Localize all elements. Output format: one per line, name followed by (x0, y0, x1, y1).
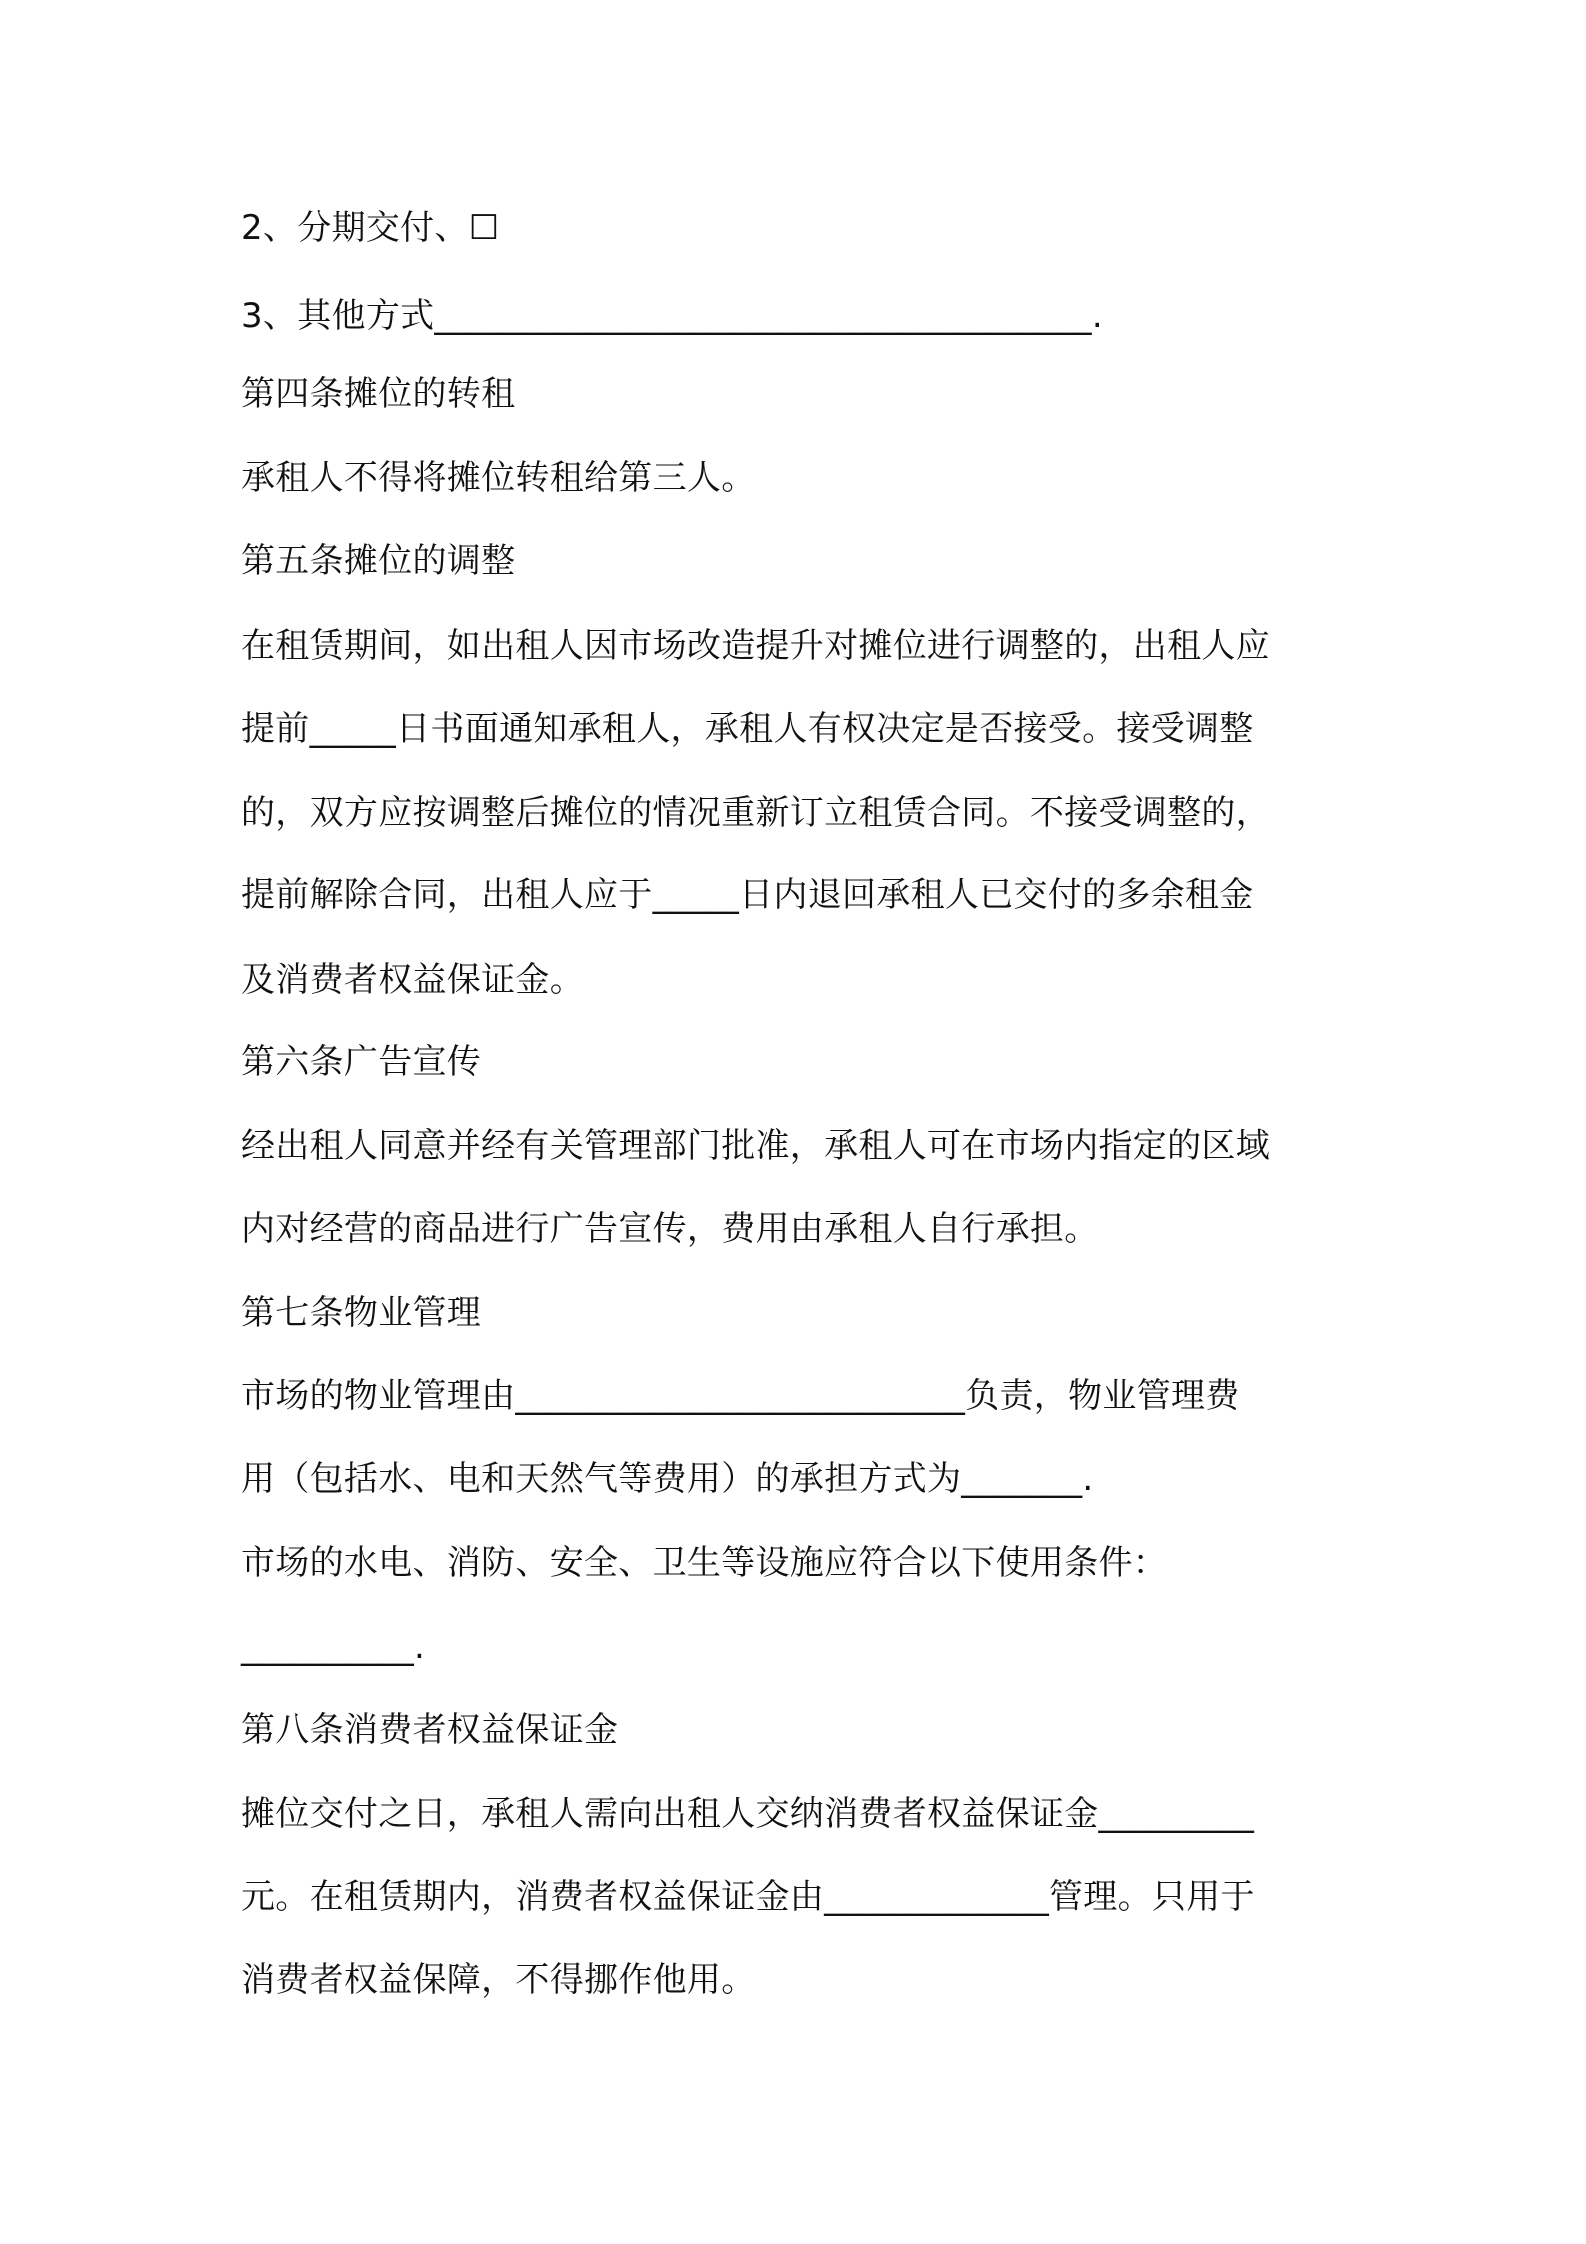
paragraph-line: __________. (241, 1627, 426, 1667)
paragraph-line: 在租赁期间，如出租人因市场改造提升对摊位进行调整的，出租人应 (241, 626, 1270, 666)
heading-article-5: 第五条摊位的调整 (241, 541, 516, 581)
heading-article-6: 第六条广告宣传 (241, 1042, 482, 1082)
paragraph-line: 经出租人同意并经有关管理部门批准，承租人可在市场内指定的区域 (241, 1126, 1270, 1166)
heading-article-7: 第七条物业管理 (241, 1293, 482, 1333)
clause-payment-other: 3、其他方式______________________________________. (241, 296, 1103, 336)
paragraph-line: 元。在租赁期内，消费者权益保证金由_____________管理。只用于 (241, 1877, 1255, 1917)
paragraph-line: 消费者权益保障，不得挪作他用。 (241, 1960, 756, 2000)
heading-article-4: 第四条摊位的转租 (241, 374, 516, 414)
paragraph-line: 摊位交付之日，承租人需向出租人交纳消费者权益保证金_________ (241, 1794, 1255, 1834)
paragraph-line: 的，双方应按调整后摊位的情况重新订立租赁合同。不接受调整的， (241, 793, 1270, 833)
paragraph-line: 市场的物业管理由__________________________负责，物业管理费 (241, 1376, 1240, 1416)
paragraph-line: 承租人不得将摊位转租给第三人。 (241, 458, 756, 498)
paragraph-line: 提前解除合同，出租人应于_____日内退回承租人已交付的多余租金 (241, 875, 1254, 915)
clause-payment-installment: 2、分期交付、☐ (241, 208, 500, 248)
paragraph-line: 及消费者权益保证金。 (241, 960, 584, 1000)
paragraph-line: 提前_____日书面通知承租人，承租人有权决定是否接受。接受调整 (241, 709, 1254, 749)
paragraph-line: 用（包括水、电和天然气等费用）的承担方式为_______. (241, 1459, 1094, 1499)
heading-article-8: 第八条消费者权益保证金 (241, 1710, 619, 1750)
paragraph-line: 市场的水电、消防、安全、卫生等设施应符合以下使用条件： (241, 1543, 1168, 1583)
paragraph-line: 内对经营的商品进行广告宣传，费用由承租人自行承担。 (241, 1209, 1099, 1249)
